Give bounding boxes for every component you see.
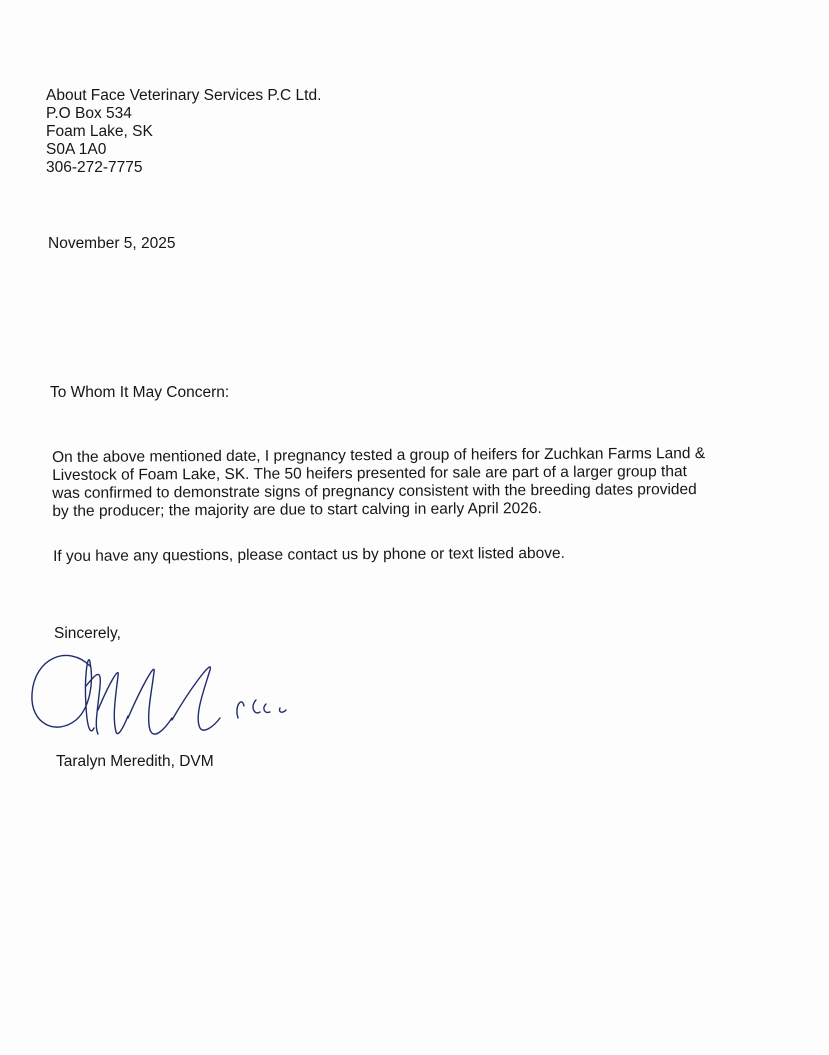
closing: Sincerely,	[54, 625, 121, 642]
handwritten-signature	[28, 646, 308, 746]
salutation: To Whom It May Concern:	[50, 384, 230, 401]
sender-phone: 306-272-7775	[46, 159, 143, 176]
body-line: by the producer; the majority are due to start calving in early April 2026.	[52, 500, 542, 520]
sender-company: About Face Veterinary Services P.C Ltd.	[46, 87, 322, 104]
body-paragraph	[52, 445, 782, 521]
body-line: Livestock of Foam Lake, SK. The 50 heifers presented for sale are part of a larger group that	[52, 463, 687, 484]
sender-address-block	[46, 87, 321, 177]
letter-date: November 5, 2025	[48, 235, 176, 252]
contact-note: If you have any questions, please contact us by phone or text listed above.	[53, 544, 565, 565]
signer-name: Taralyn Meredith, DVM	[56, 753, 214, 770]
sender-postal-code: S0A 1A0	[46, 141, 107, 158]
body-line: was confirmed to demonstrate signs of pregnancy consistent with the breeding dates provided	[52, 481, 697, 502]
sender-po-box: P.O Box 534	[46, 105, 132, 122]
body-line: On the above mentioned date, I pregnancy tested a group of heifers for Zuchkan Farms Land &	[52, 445, 706, 466]
sender-city: Foam Lake, SK	[46, 123, 153, 140]
